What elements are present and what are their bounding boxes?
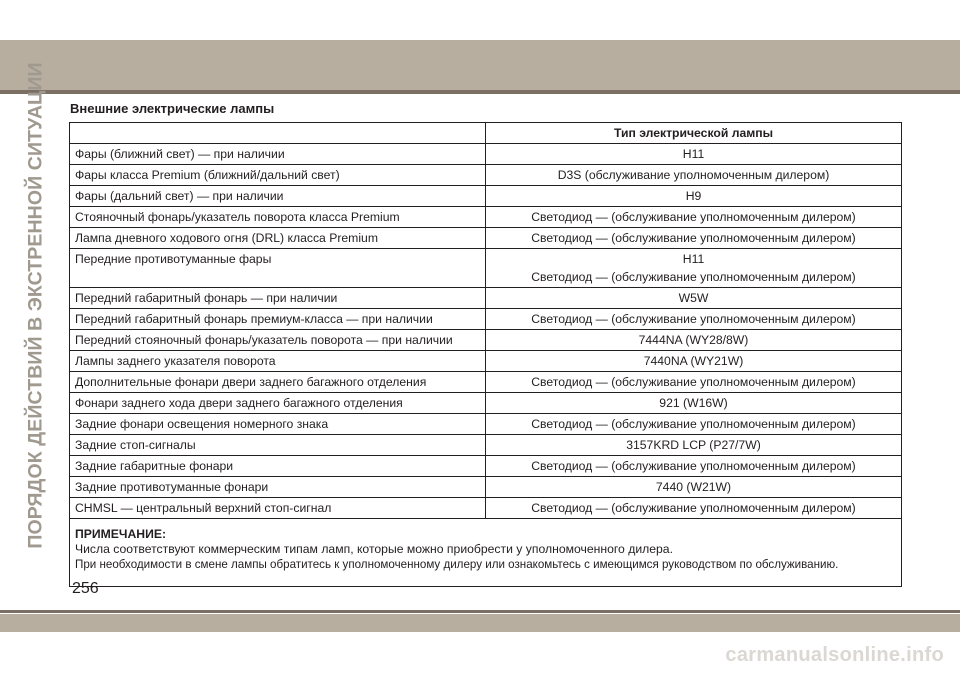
lamp-location-cell: Фары (ближний свет) — при наличии bbox=[70, 144, 486, 165]
bottom-rule bbox=[0, 610, 960, 613]
lamp-type-value: H11 bbox=[682, 147, 705, 161]
lamp-type-cell bbox=[486, 249, 902, 288]
top-rule bbox=[0, 90, 960, 94]
lamp-type-value: Светодиод — (обслуживание уполномоченным дилером) bbox=[531, 210, 856, 224]
table-row bbox=[70, 330, 902, 351]
lamp-type-cell bbox=[486, 165, 902, 186]
lamp-location-cell: Задние габаритные фонари bbox=[70, 456, 486, 477]
lamp-type-cell bbox=[486, 228, 902, 249]
lamp-type-value: 7440NA (WY21W) bbox=[643, 354, 744, 368]
lamp-type-cell bbox=[486, 456, 902, 477]
side-chapter-title bbox=[18, 61, 54, 549]
lamp-type-value: Светодиод — (обслуживание уполномоченным дилером) bbox=[531, 501, 856, 515]
lamp-type-value: Светодиод — (обслуживание уполномоченным дилером) bbox=[531, 312, 856, 326]
lamp-type-value: Светодиод — (обслуживание уполномоченным дилером) bbox=[531, 417, 856, 431]
lamp-type-value: Светодиод — (обслуживание уполномоченным дилером) bbox=[531, 231, 856, 245]
table-row bbox=[70, 207, 902, 228]
note-line-2: При необходимости в смене лампы обратитесь к уполномоченному дилеру или ознакомьтесь с имеющимся руководством по обслуживанию. bbox=[75, 558, 839, 571]
table-row bbox=[70, 414, 902, 435]
lamp-location-cell: Передний габаритный фонарь — при наличии bbox=[70, 288, 486, 309]
table-row bbox=[70, 498, 902, 519]
lamp-type-value: H9 bbox=[685, 189, 702, 203]
lamp-location-cell: Фонари заднего хода двери заднего багажного отделения bbox=[70, 393, 486, 414]
note-cell bbox=[70, 519, 902, 587]
lamp-location-cell: Дополнительные фонари двери заднего багажного отделения bbox=[70, 372, 486, 393]
lamp-type-cell bbox=[486, 477, 902, 498]
table-row bbox=[70, 288, 902, 309]
top-decorative-band bbox=[0, 40, 960, 90]
lamp-location-cell: Задние стоп-сигналы bbox=[70, 435, 486, 456]
lamp-type-value: H11 bbox=[682, 252, 705, 266]
lamp-type-cell bbox=[486, 435, 902, 456]
lamp-type-cell bbox=[486, 414, 902, 435]
lamp-location-cell: Задние противотуманные фонари bbox=[70, 477, 486, 498]
table-row bbox=[70, 351, 902, 372]
page-number: 256 bbox=[72, 580, 99, 597]
note-title: ПРИМЕЧАНИЕ: bbox=[75, 527, 167, 541]
lamp-location-cell: Фары (дальний свет) — при наличии bbox=[70, 186, 486, 207]
table-row bbox=[70, 477, 902, 498]
lamp-type-cell bbox=[486, 498, 902, 519]
table-row bbox=[70, 456, 902, 477]
table-row bbox=[70, 249, 902, 288]
lamp-type-cell bbox=[486, 393, 902, 414]
lamp-type-value: Светодиод — (обслуживание уполномоченным дилером) bbox=[531, 459, 856, 473]
lamp-type-cell bbox=[486, 207, 902, 228]
lamp-location-cell: Фары класса Premium (ближний/дальний свет) bbox=[70, 165, 486, 186]
lamp-location-cell: Передний стояночный фонарь/указатель поворота — при наличии bbox=[70, 330, 486, 351]
lamp-location-cell: Передний габаритный фонарь премиум-класса — при наличии bbox=[70, 309, 486, 330]
lamp-type-value: D3S (обслуживание уполномоченным дилером) bbox=[557, 168, 830, 182]
lamp-type-cell bbox=[486, 288, 902, 309]
note-row bbox=[70, 519, 902, 587]
table-header-row bbox=[70, 123, 902, 144]
lamp-type-cell bbox=[486, 351, 902, 372]
lamp-table bbox=[69, 122, 902, 587]
section-title: Внешние электрические лампы bbox=[70, 101, 275, 116]
lamp-type-cell bbox=[486, 186, 902, 207]
table-row bbox=[70, 228, 902, 249]
table-row bbox=[70, 186, 902, 207]
table-row bbox=[70, 435, 902, 456]
lamp-location-cell: Лампа дневного ходового огня (DRL) класса Premium bbox=[70, 228, 486, 249]
watermark-text: carmanualsonline.info bbox=[725, 644, 944, 666]
lamp-location-cell: CHMSL — центральный верхний стоп-сигнал bbox=[70, 498, 486, 519]
table-row bbox=[70, 165, 902, 186]
lamp-type-cell bbox=[486, 144, 902, 165]
lamp-type-value: Светодиод — (обслуживание уполномоченным дилером) bbox=[531, 375, 856, 389]
lamp-type-value: 7444NA (WY28/8W) bbox=[638, 333, 749, 347]
lamp-type-value: W5W bbox=[678, 291, 709, 305]
table-header-cell: Тип электрической лампы bbox=[486, 123, 902, 144]
lamp-location-cell: Задние фонари освещения номерного знака bbox=[70, 414, 486, 435]
side-chapter-title-text: ПОРЯДОК ДЕЙСТВИЙ В ЭКСТРЕННОЙ СИТУАЦИИ bbox=[24, 61, 47, 549]
lamp-type-cell bbox=[486, 372, 902, 393]
lamp-type-value: 7440 (W21W) bbox=[655, 480, 732, 494]
table-row bbox=[70, 144, 902, 165]
bottom-decorative-band bbox=[0, 614, 960, 632]
table-row bbox=[70, 309, 902, 330]
table-header-empty-cell bbox=[70, 123, 486, 144]
table-row bbox=[70, 372, 902, 393]
lamp-type-value: 3157KRD LCP (P27/7W) bbox=[626, 438, 761, 452]
lamp-type-cell bbox=[486, 309, 902, 330]
lamp-location-cell: Передние противотуманные фары bbox=[70, 249, 486, 288]
lamp-location-cell: Стояночный фонарь/указатель поворота класса Premium bbox=[70, 207, 486, 228]
lamp-type-value: 921 (W16W) bbox=[659, 396, 728, 410]
table-row bbox=[70, 393, 902, 414]
lamp-type-cell bbox=[486, 330, 902, 351]
lamp-location-cell: Лампы заднего указателя поворота bbox=[70, 351, 486, 372]
lamp-type-value: Светодиод — (обслуживание уполномоченным дилером) bbox=[531, 270, 856, 284]
note-line-1: Числа соответствуют коммерческим типам ламп, которые можно приобрести у уполномоченного дилера. bbox=[75, 542, 673, 556]
